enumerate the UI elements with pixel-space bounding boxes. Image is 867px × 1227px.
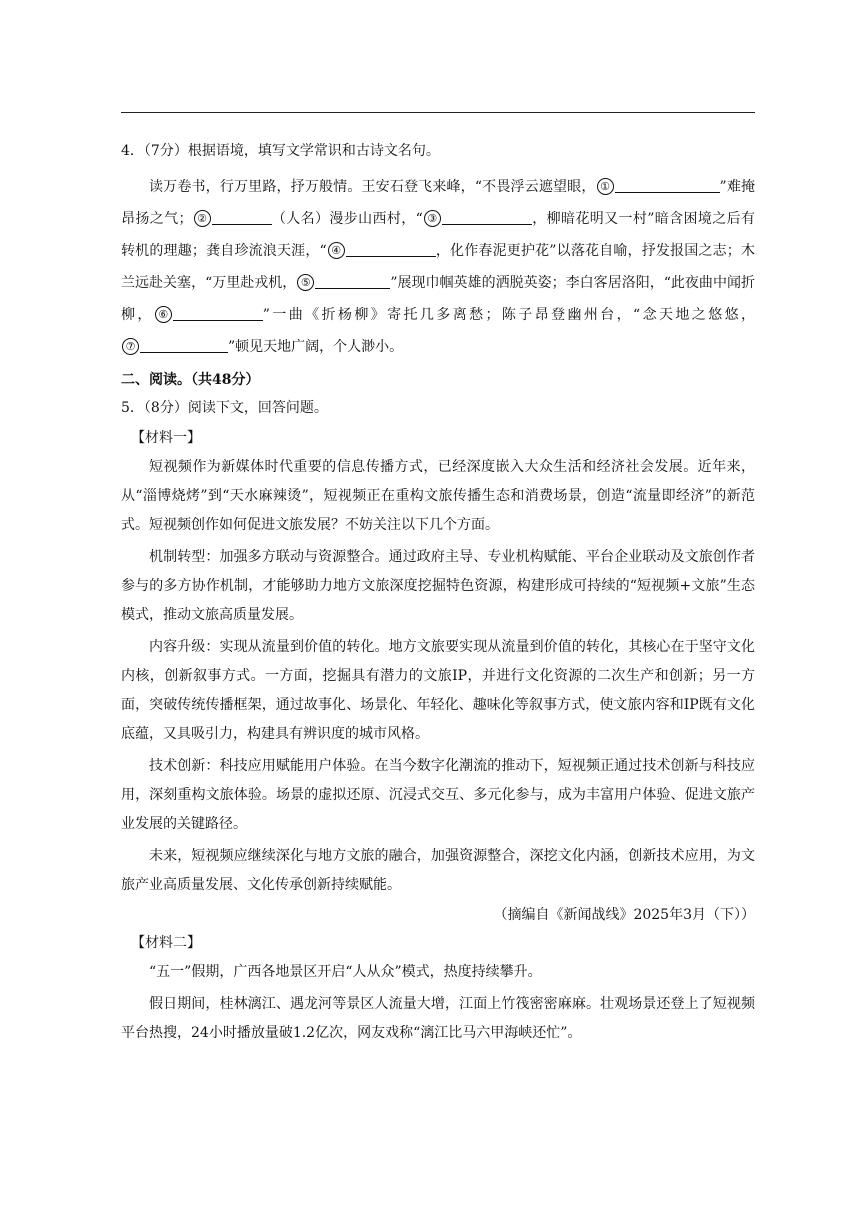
question-4-passage	[121, 171, 755, 363]
blank-marker-4: ④	[328, 242, 345, 259]
answer-blank-5[interactable]	[315, 274, 390, 289]
material-1-paragraph-4: 技术创新：科技应用赋能用户体验。在当今数字化潮流的推动下，短视频正通过技术创新与科技应用，深刻重构文旅体验。场景的虚拟还原、沉浸式交互、多元化参与，成为丰富用户体验、促进文旅产业发展的关键路径。	[121, 758, 755, 832]
header-rule	[121, 112, 755, 113]
answer-blank-2[interactable]	[212, 210, 272, 225]
answer-blank-3[interactable]	[442, 210, 532, 225]
q4-text-segment: ，柳暗花明又一村”暗含困境之后有转机的理趣；龚自珍流浪天涯，“	[121, 211, 755, 259]
blank-marker-1: ①	[597, 178, 614, 195]
question-4-header: 4．（7分）根据语境，填写文学常识和古诗文名句。	[121, 143, 440, 159]
question-5-header: 5．（8分）阅读下文，回答问题。	[121, 400, 328, 416]
material-1-source: （摘编自《新闻战线》2025年3月（下））	[493, 907, 755, 923]
material-1-paragraph-5: 未来，短视频应继续深化与地方文旅的融合，加强资源整合，深挖文化内涵，创新技术应用，为文旅产业高质量发展、文化传承创新持续赋能。	[121, 848, 755, 893]
blank-marker-5: ⑤	[297, 274, 314, 291]
exam-page-content	[121, 140, 755, 1051]
answer-blank-6[interactable]	[173, 306, 263, 321]
q4-text-segment: 读万卷书，行万里路，抒万般情。王安石登飞来峰，“不畏浮云遮望眼，	[149, 179, 596, 195]
material-1-paragraph-3: 内容升级：实现从流量到价值的转化。地方文旅要实现从流量到价值的转化，其核心在于坚守文化内核，创新叙事方式。一方面，挖掘具有潜力的文旅IP，并进行文化资源的二次生产和创新；另一方面，突破传统传播框架，通过故事化、场景化、年轻化、趣味化等叙事方式，使文旅内容和IP既有文化底蕴，又具吸引力，构建具有辨识度的城市风格。	[121, 639, 755, 742]
q4-text-segment: ”展现巾帼英雄的洒脱英姿；李白客居洛阳，“此夜曲中闻折柳，	[121, 275, 755, 323]
blank-marker-7: ⑦	[122, 338, 139, 355]
blank-marker-6: ⑥	[155, 306, 172, 323]
section-2-heading: 二、阅读。（共48分）	[121, 372, 260, 388]
material-2-paragraph-1: “五一”假期，广西各地景区开启“人从众”模式，热度持续攀升。	[149, 964, 542, 980]
answer-blank-4[interactable]	[346, 242, 436, 257]
q4-text-segment: ”难掩昂扬之气；	[121, 179, 755, 227]
q4-text-segment: ”顿见天地广阔，个人渺小。	[228, 339, 404, 355]
material-2-paragraph-2: 假日期间，桂林漓江、遇龙河等景区人流量大增，江面上竹筏密密麻麻。壮观场景还登上了短视频平台热搜，24小时播放量破1.2亿次，网友戏称“漓江比马六甲海峡还忙”。	[121, 996, 755, 1041]
material-2-label: 【材料二】	[131, 935, 201, 951]
material-1-label: 【材料一】	[131, 430, 201, 446]
q4-text-segment: （人名）漫步山西村，“	[271, 211, 423, 227]
answer-blank-7[interactable]	[140, 338, 228, 353]
q4-text-segment: ”一曲《折杨柳》寄托几多离愁；陈子昂登幽州台，“念天地之悠悠，	[262, 307, 755, 323]
blank-marker-2: ②	[194, 210, 211, 227]
blank-marker-3: ③	[424, 210, 441, 227]
q4-text-segment: ，化作春泥更护花”以落花自喻，抒发报国之志；木兰远赴关塞，“万里赴戎机，	[121, 243, 755, 291]
material-1-paragraph-2: 机制转型：加强多方联动与资源整合。通过政府主导、专业机构赋能、平台企业联动及文旅创作者参与的多方协作机制，才能够助力地方文旅深度挖掘特色资源，构建形成可持续的“短视频+文旅”生态模式，推动文旅高质量发展。	[121, 549, 755, 623]
answer-blank-1[interactable]	[615, 178, 720, 193]
material-1-paragraph-1: 短视频作为新媒体时代重要的信息传播方式，已经深度嵌入大众生活和经济社会发展。近年来，从“淄博烧烤”到“天水麻辣烫”，短视频正在重构文旅传播生态和消费场景，创造“流量即经济”的新范式。短视频创作如何促进文旅发展？不妨关注以下几个方面。	[121, 459, 755, 533]
